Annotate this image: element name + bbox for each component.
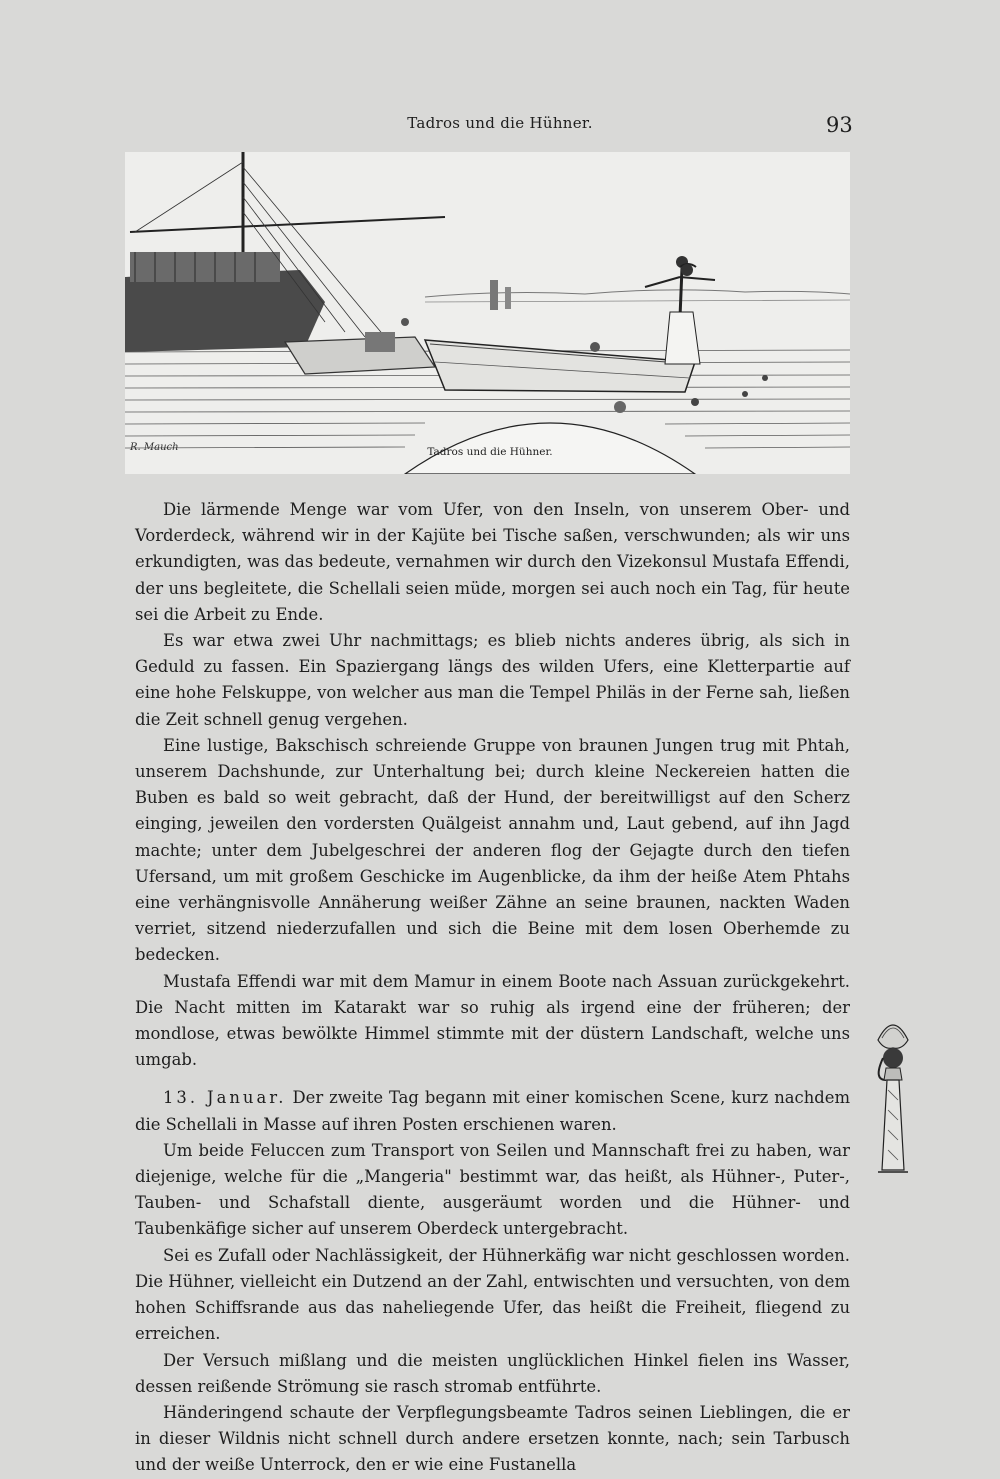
illustration-caption: Tadros und die Hühner. xyxy=(427,446,553,458)
entry-text: Der zweite Tag begann mit einer komischen Scene, kurz nachdem die Schellali in Masse auf ihren Posten erschienen waren. xyxy=(135,1088,850,1134)
paragraph-3: Eine lustige, Bakschisch schreiende Gruppe von braunen Jungen trug mit Phtah, unserem Dachshunde, zur Unterhaltung bei; durch kleine Neckereien hatten die Buben es bald so weit gebracht, daß der Hund, der bereitwilligst auf den Scherz einging, jeweilen den vordersten Quälgeist annahm und, Laut gebend, auf ihn Jagd machte; unter dem Jubelgeschrei der anderen flog der Gejagte durch den tiefen Ufersand, um mit großem Geschicke im Augenblicke, da ihm der heiße Atem Phtahs eine verhängnisvolle Annäherung weißer Zähne an seine braunen, nackten Waden verriet, sitzend niederzufallen und sich die Beine mit dem losen Oberhemde zu bedecken. xyxy=(135,735,850,965)
paragraph-6: Sei es Zufall oder Nachlässigkeit, der Hühnerkäfig war nicht geschlossen worden. Die Hühner, vielleicht ein Dutzend an der Zahl, entwischten und versuchten, von dem hohen Schiffsrande aus das naheliegende Ufer, das heißt die Freiheit, fliegend zu erreichen. xyxy=(135,1245,850,1344)
engraving-illustration xyxy=(125,152,850,474)
artist-signature: R. Mauch xyxy=(130,442,179,453)
paragraph-4: Mustafa Effendi war mit dem Mamur in einem Boote nach Assuan zurückgekehrt. Die Nacht mitten im Katarakt war so ruhig als irgend eine der früheren; der mondlose, etwas bewölkte Himmel stimmte mit der düstern Landschaft, welche uns umgab. xyxy=(135,971,850,1070)
paragraph-7: Der Versuch mißlang und die meisten unglücklichen Hinkel fielen ins Wasser, dessen reißende Strömung sie rasch stromab entführte. xyxy=(135,1350,850,1396)
entry-date: 13. Januar. xyxy=(163,1088,287,1108)
vase-ornament-icon xyxy=(868,1010,918,1175)
page-number: 93 xyxy=(826,113,853,137)
paragraph-1: Die lärmende Menge war vom Ufer, von den Inseln, von unserem Ober- und Vorderdeck, während wir in der Kajüte bei Tische saßen, verschwunden; als wir uns erkundigten, was das bedeute, vernahmen wir durch den Vizekonsul Mustafa Effendi, der uns begleitete, die Schellali seien müde, morgen sei auch noch ein Tag, für heute sei die Arbeit zu Ende. xyxy=(135,500,850,624)
engraving-drawing xyxy=(125,152,850,474)
paragraph-2: Es war etwa zwei Uhr nachmittags; es blieb nichts anderes übrig, als sich in Geduld zu fassen. Ein Spaziergang längs des wilden Ufers, eine Kletterpartie auf eine hohe Felskuppe, von welcher aus man die Tempel Philäs in der Ferne sah, ließen die Zeit schnell genug vergehen. xyxy=(135,631,850,729)
paragraph-8: Händeringend schaute der Verpflegungsbeamte Tadros seinen Lieblingen, die er in dieser Wildnis nicht schnell durch andere ersetzen konnte, nach; sein Tarbusch und der weiße Unterrock, den er wie eine Fustanella xyxy=(135,1402,850,1475)
paragraph-5: Um beide Feluccen zum Transport von Seilen und Mannschaft frei zu haben, war diejenige, welche für die „Mangeria" bestimmt war, das heißt, als Hühner-, Puter-, Tauben- und Schafstall diente, ausgeräumt worden und die Hühner- und Taubenkäfige sicher auf unserem Oberdeck untergebracht. xyxy=(135,1140,850,1239)
body-text xyxy=(135,497,850,1479)
dated-entry-paragraph xyxy=(135,1085,850,1137)
running-title: Tadros und die Hühner. xyxy=(407,114,593,132)
